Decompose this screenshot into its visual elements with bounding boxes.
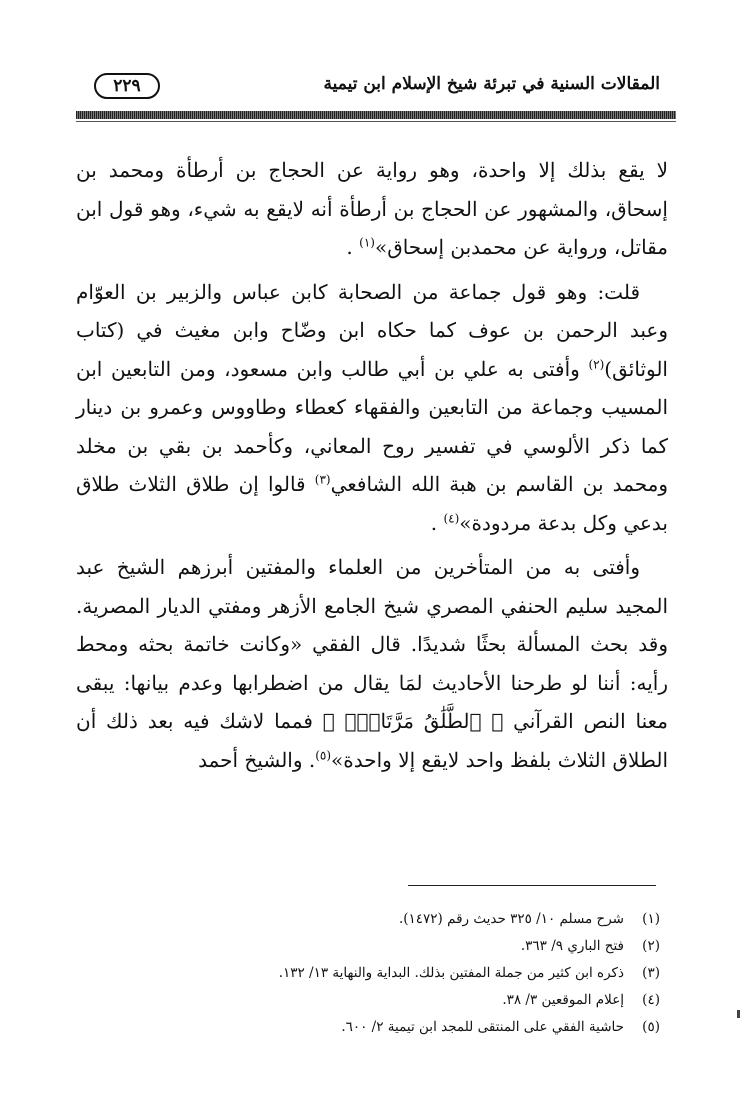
paragraph-2: قلت: وهو قول جماعة من الصحابة كابن عباس والزبير بن العوّام وعبد الرحمن بن عوف كما حكاه ابن وضّاح وابن مغيث في (كتاب الوثائق)$^{(٢)}$ وأفتى به علي بن أبي طالب وابن مسعود، ومن التابعين ابن المسيب وجماعة من التابعين والفقهاء كعطاء وطاووس وعمرو بن دينار كما ذكر الألوسي في تفسير روح المعاني، وكأحمد بن بقي بن مخلد ومحمد بن القاسم بن هبة الله الشافعي$^{(٣)}$ قالوا إن طلاق الثلاث طلاق بدعي وكل بدعة مردودة»$^{(٤)}$ . (76, 279, 669, 535)
footnote-separator (408, 885, 656, 886)
footnote-number: (١) (642, 911, 660, 927)
paragraph-1: لا يقع بذلك إلا واحدة، وهو رواية عن الحجاج بن أرطأة ومحمد بن إسحاق، والمشهور عن الحجاج بن أرطأة أنه لايقع به شيء، وهو قول ابن مقاتل، ورواية عن محمدبن إسحاق»$^{(١)}$ . (76, 158, 668, 259)
footnote-text: ذكره ابن كثير من جملة المفتين بذلك. البداية والنهاية ١٣/ ١٣٢. (278, 965, 624, 981)
footnote-item (100, 960, 660, 987)
footnote-ref: (٢) (588, 356, 605, 371)
header-rule (76, 111, 676, 119)
footnote-text: إعلام الموقعين ٣/ ٣٨. (502, 992, 624, 1008)
footnote-number: (٤) (642, 992, 660, 1008)
footnote-number: (٣) (642, 965, 660, 981)
footnote-text: شرح مسلم ١٠/ ٣٢٥ حديث رقم (١٤٧٢). (398, 911, 624, 927)
footnote-item (100, 906, 660, 933)
footnotes (100, 906, 660, 1041)
footnote-ref: (٥) (315, 747, 332, 762)
footnote-item (100, 987, 660, 1014)
footnote-item (100, 933, 660, 960)
scan-edge-mark (737, 1010, 740, 1018)
main-text (76, 151, 668, 785)
footnote-number: (٥) (642, 1019, 660, 1035)
footnote-number: (٢) (642, 938, 660, 954)
header-rule-thin (76, 121, 676, 122)
footnote-ref: (٣) (314, 472, 331, 487)
footnote-ref: (٤) (443, 510, 460, 525)
footnote-text: حاشية الفقي على المنتقى للمجد ابن تيمية ٢/ ٦٠٠. (341, 1019, 624, 1035)
footnote-item (100, 1014, 660, 1041)
footnote-text: فتح الباري ٩/ ٣٦٣. (520, 938, 624, 954)
running-title: المقالات السنية في تبرئة شيخ الإسلام ابن تيمية (323, 74, 660, 94)
page-number: ٢٢٩ (94, 73, 160, 99)
footnote-ref: (١) (359, 235, 375, 250)
paragraph-3: وأفتى به من المتأخرين من العلماء والمفتين أبرزهم الشيخ عبد المجيد سليم الحنفي المصري شيخ الجامع الأزهر ومفتي الديار المصرية. وقد بحث المسألة بحثًا شديدًا. قال الفقي «وكانت خاتمة بحثه ومحط رأيه: أننا لو طرحنا الأحاديث لمَا يقال من اضطرابها وعدم بيانها: يبقى معنا النص القرآني ﴿ ٱلطَّلَٰقُ مَرَّتَانِۖ ﴾ فمما لاشك فيه بعد ذلك أن الطلاق الثلاث بلفظ واحد لايقع إلا واحدة»$^{(٥)}$. والشيخ أحمد (76, 555, 668, 772)
